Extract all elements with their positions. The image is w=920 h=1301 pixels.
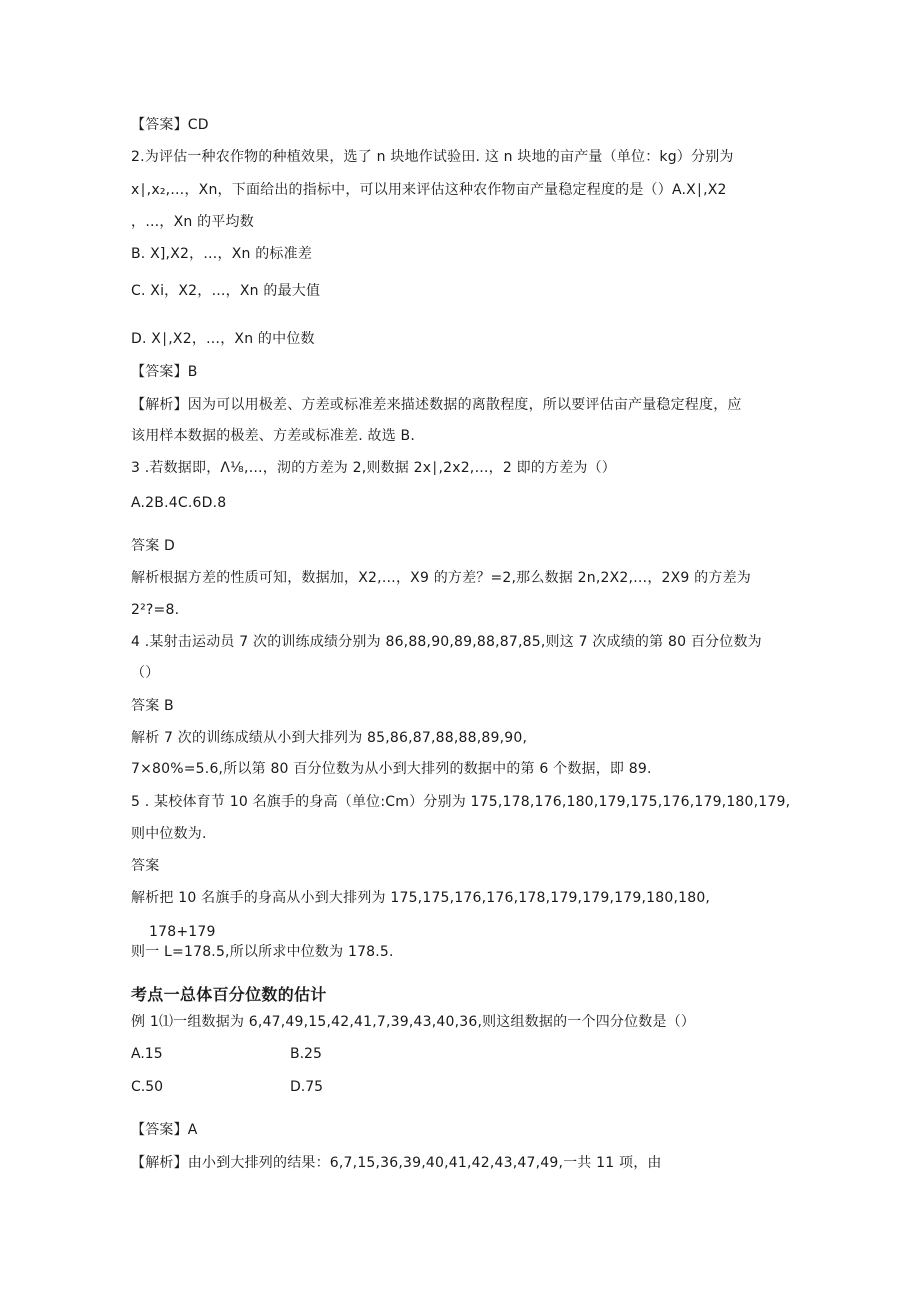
answer-line: 【答案】CD bbox=[131, 117, 209, 133]
question-4-line-2: （） bbox=[131, 665, 160, 681]
answer-line: 答案 D bbox=[131, 538, 176, 554]
explanation-line-2: 则一 L=178.5,所以所求中位数为 178.5. bbox=[131, 944, 394, 960]
example-1-line: 例 1⑴一组数据为 6,47,49,15,42,41,7,39,43,40,36,则这组数据的一个四分位数是（） bbox=[131, 1014, 696, 1030]
explanation-line-1: 解析 7 次的训练成绩从小到大排列为 85,86,87,88,88,89,90, bbox=[131, 730, 528, 746]
answer-line: 【答案】B bbox=[131, 364, 198, 380]
fraction-numerator: 178+179 bbox=[149, 924, 216, 940]
question-5-line-2: 则中位数为. bbox=[131, 826, 207, 842]
option-a: A.15 bbox=[131, 1046, 163, 1062]
explanation-line-1: 解析把 10 名旗手的身高从小到大排列为 175,175,176,176,178,179,179,179,180,180, bbox=[131, 890, 711, 906]
question-3-line: 3 .若数据即，Λ⅛,…，沏的方差为 2,则数据 2x∣,2x2,…，2 即的方差为（） bbox=[131, 460, 617, 476]
explanation-line-2: 7×80%=5.6,所以第 80 百分位数为从小到大排列的数据中的第 6 个数据，即 89. bbox=[131, 761, 652, 777]
section-heading: 考点一总体百分位数的估计 bbox=[131, 985, 327, 1004]
option-b-line: B. X],X2，…，Xn 的标准差 bbox=[131, 246, 313, 262]
option-b: B.25 bbox=[290, 1046, 322, 1062]
answer-line: 【答案】A bbox=[131, 1122, 198, 1138]
explanation-line-1: 解析根据方差的性质可知，数据加，X2,…，X9 的方差？=2,那么数据 2n,2X2,…，2X9 的方差为 bbox=[131, 570, 751, 586]
option-c-line: C. Xi，X2，…，Xn 的最大值 bbox=[131, 283, 321, 299]
question-5-line-1: 5 . 某校体育节 10 名旗手的身高（单位:Cm）分别为 175,178,176,180,179,175,176,179,180,179, bbox=[131, 794, 791, 810]
explanation-line-2: 2²?=8. bbox=[131, 602, 180, 618]
explanation-line-1: 【解析】因为可以用极差、方差或标准差来描述数据的离散程度，所以要评估亩产量稳定程度，应 bbox=[131, 397, 742, 413]
answer-line: 答案 B bbox=[131, 698, 174, 714]
question-2-line-3: ，…，Xn 的平均数 bbox=[131, 214, 254, 230]
option-d: D.75 bbox=[290, 1079, 324, 1095]
question-2-line-2: x∣,x₂,…，Xn，下面给出的指标中，可以用来评估这种农作物亩产量稳定程度的是（）A.X∣,X2 bbox=[131, 182, 727, 198]
option-c: C.50 bbox=[131, 1079, 164, 1095]
answer-line: 答案 bbox=[131, 858, 160, 874]
question-2-line-1: 2.为评估一种农作物的种植效果，选了 n 块地作试验田. 这 n 块地的亩产量（单位：kg）分别为 bbox=[131, 149, 734, 165]
question-4-line-1: 4 .某射击运动员 7 次的训练成绩分别为 86,88,90,89,88,87,85,则这 7 次成绩的第 80 百分位数为 bbox=[131, 634, 762, 650]
option-d-line: D. X∣,X2，…，Xn 的中位数 bbox=[131, 331, 315, 347]
question-3-options: A.2B.4C.6D.8 bbox=[131, 495, 227, 511]
explanation-line-1: 【解析】由小到大排列的结果：6,7,15,36,39,40,41,42,43,47,49,一共 11 项，由 bbox=[131, 1155, 662, 1171]
explanation-line-2: 该用样本数据的极差、方差或标准差. 故选 B. bbox=[131, 428, 416, 444]
